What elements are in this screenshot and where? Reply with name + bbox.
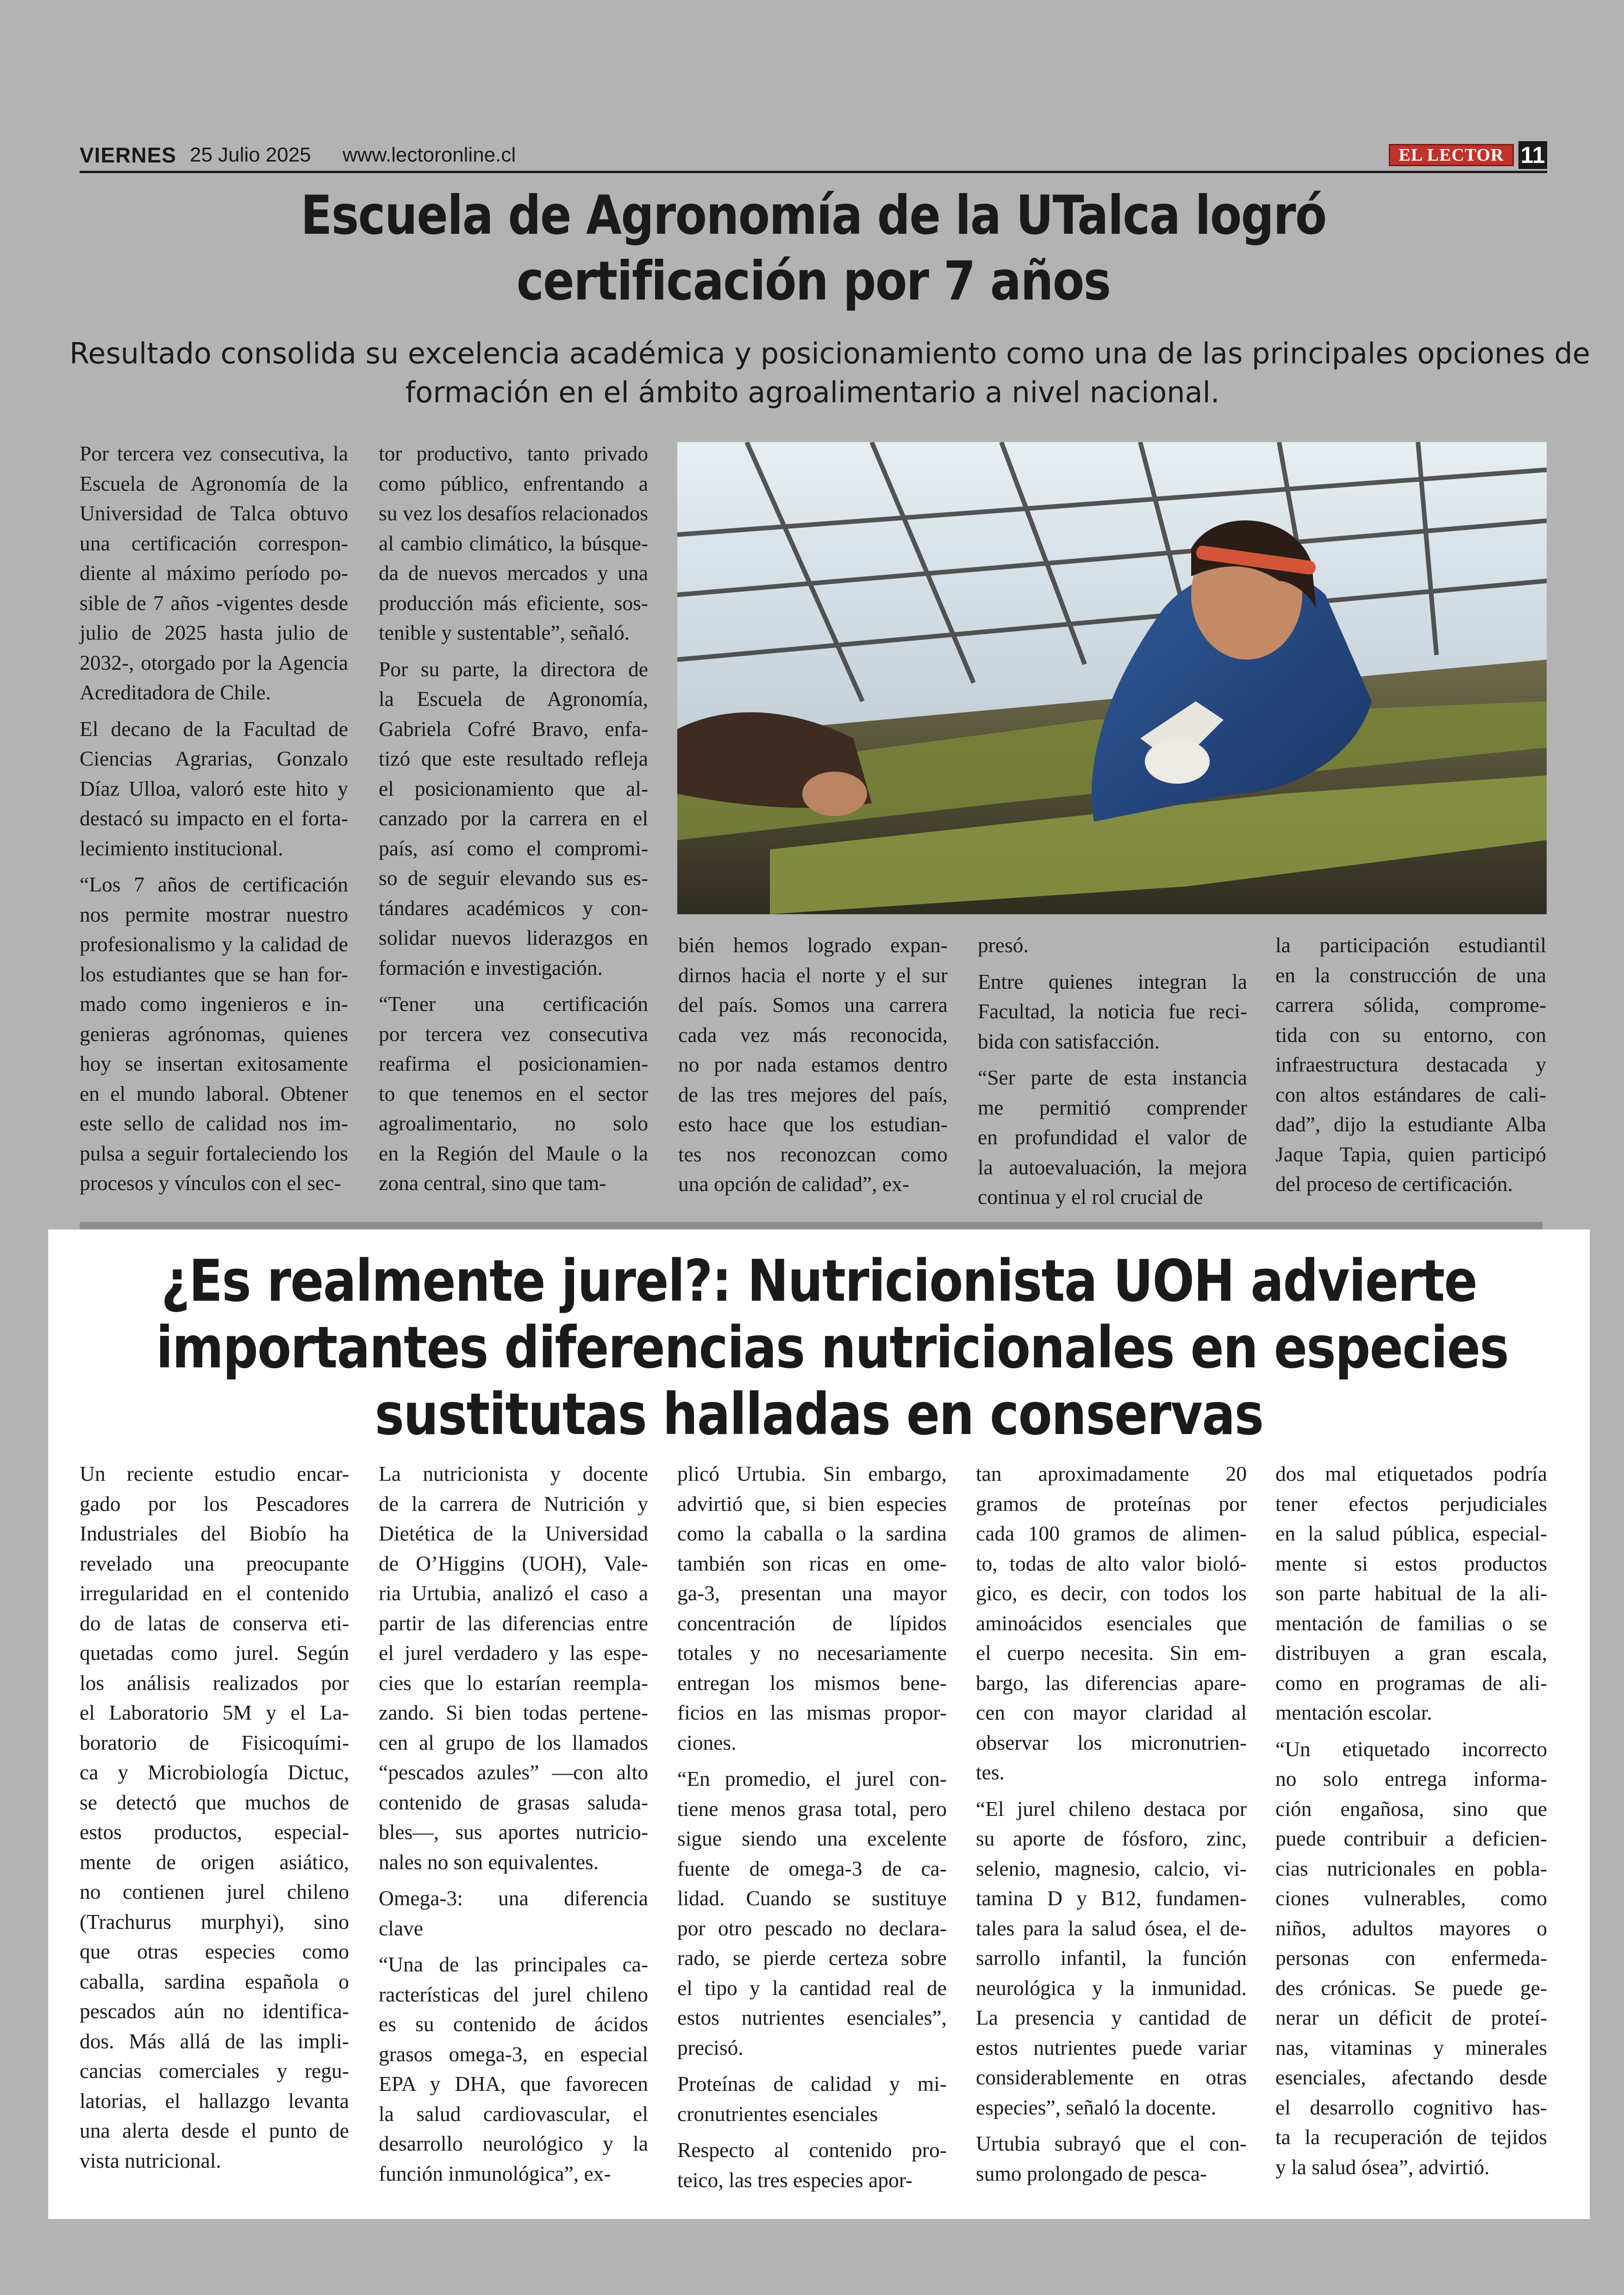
text-line: quetadas como jurel. Según: [80, 1641, 349, 1665]
paragraph: [976, 1459, 1247, 1788]
text-line: en la construcción de una: [1275, 963, 1546, 987]
text-line: ga-3, presentan una mayor: [677, 1581, 947, 1605]
text-line: pulsa a seguir fortaleciendo los: [80, 1141, 348, 1165]
text-line: también son ricas en ome-: [677, 1551, 947, 1575]
article1-title: [182, 183, 1444, 314]
text-line: esenciales, afectando desde: [1275, 2065, 1547, 2089]
text-line: dos. Más allá de las impli-: [80, 2029, 349, 2053]
text-line: nas, vitaminas y minerales: [1275, 2035, 1547, 2059]
paragraph: [80, 1459, 349, 2176]
text-line: cies que lo estarían reempla-: [379, 1671, 648, 1695]
text-line: sigue siendo una excelente: [677, 1827, 947, 1850]
text-line: tes.: [976, 1760, 1005, 1784]
text-line: que otras especies como: [80, 1940, 349, 1963]
text-line: Facultad, la noticia fue reci-: [978, 999, 1247, 1023]
text-line: revelado una preocupante: [80, 1551, 349, 1575]
text-line: una certificación correspon-: [80, 531, 348, 555]
text-line: rado, se pierde certeza sobre: [677, 1946, 947, 1970]
text-line: Urtubia subrayó que el con-: [976, 2132, 1247, 2155]
text-line: lecimiento institucional.: [80, 836, 283, 860]
article2-title: [156, 1248, 1508, 1448]
paragraph: [80, 714, 348, 864]
text-line: en el mundo laboral. Obtener: [80, 1081, 348, 1105]
text-line: Omega-3: una diferencia: [379, 1886, 648, 1910]
paragraph: [379, 1950, 648, 2189]
text-line: cancias comerciales y regu-: [80, 2059, 349, 2083]
text-line: do de latas de conserva eti-: [80, 1611, 349, 1635]
text-line: de las tres mejores del país,: [678, 1082, 948, 1106]
text-line: irregularidad en el contenido: [80, 1581, 349, 1605]
header-rule: [80, 171, 1547, 173]
text-line: zando. Si bien todas pertene-: [379, 1701, 648, 1724]
text-line: tan aproximadamente 20: [976, 1462, 1247, 1485]
text-line: los análisis realizados por: [80, 1671, 349, 1695]
text-line: por otro pescado no declara-: [677, 1916, 947, 1940]
text-line: esto hace que los estudian-: [678, 1112, 948, 1136]
text-line: de la carrera de Nutrición y: [379, 1491, 648, 1515]
text-line: Por su parte, la directora de: [379, 657, 648, 681]
text-line: nos permite mostrar nuestro: [80, 902, 348, 926]
text-line: lidad. Cuando se sustituye: [677, 1886, 947, 1910]
text-line: el desarrollo cognitivo has-: [1275, 2095, 1547, 2119]
header-website[interactable]: www.lectoronline.cl: [343, 143, 516, 166]
paragraph: [678, 930, 948, 1199]
text-line: mente de origen asiático,: [80, 1850, 349, 1874]
text-line: observar los micronutrien-: [976, 1730, 1247, 1754]
text-line: tizó que este resultado refleja: [379, 747, 648, 770]
text-line: Díaz Ulloa, valoró este hito y: [80, 776, 348, 800]
text-line: desarrollo neurológico y la: [379, 2132, 648, 2155]
text-line: cronutrientes esenciales: [677, 2102, 878, 2126]
text-line: me permitió comprender: [978, 1095, 1247, 1119]
article1-subtitle: [69, 334, 1590, 412]
text-line: reafirma el posicionamien-: [379, 1052, 648, 1075]
paragraph: [379, 1883, 648, 1943]
text-line: “Ser parte de esta instancia: [978, 1066, 1247, 1089]
text-line: Un reciente estudio encar-: [80, 1462, 349, 1485]
text-line: tenible y sustentable”, señaló.: [379, 621, 630, 644]
paragraph: [1275, 930, 1546, 1199]
text-line: “Los 7 años de certificación: [80, 873, 348, 896]
text-line: este sello de calidad nos im-: [80, 1111, 348, 1135]
text-line: ca y Microbiología Dictuc,: [80, 1760, 349, 1784]
text-line: Acreditadora de Chile.: [80, 680, 271, 704]
text-line: tales para la salud ósea, el de-: [976, 1916, 1247, 1940]
text-line: en profundidad el valor de: [978, 1125, 1247, 1149]
text-line: país, así como el compromi-: [379, 836, 648, 860]
text-line: fuente de omega-3 de ca-: [677, 1856, 947, 1880]
paragraph: [379, 655, 648, 983]
text-line: por tercera vez consecutiva: [379, 1022, 648, 1046]
text-line: zona central, sino que tam-: [379, 1171, 606, 1195]
article1-column-1: [80, 439, 348, 1205]
text-line: cen al grupo de los llamados: [379, 1730, 648, 1754]
text-line: mentación de familias o se: [1275, 1611, 1547, 1635]
text-line: “Tener una certificación: [379, 992, 648, 1016]
text-line: mente si estos productos: [1275, 1551, 1547, 1575]
text-line: pescados aún no identifica-: [80, 1999, 349, 2023]
text-line: Por tercera vez consecutiva, la: [80, 442, 348, 465]
paragraph: [976, 2129, 1247, 2189]
text-line: teico, las tres especies apor-: [677, 2168, 913, 2192]
text-line: como en programas de ali-: [1275, 1671, 1547, 1695]
text-line: el posicionamiento que al-: [379, 776, 648, 800]
text-line: no solo entrega informa-: [1275, 1767, 1547, 1790]
text-line: no por nada estamos dentro: [678, 1053, 948, 1076]
text-line: presó.: [978, 933, 1029, 957]
paragraph: [677, 2069, 947, 2129]
paragraph: [1275, 1734, 1547, 2183]
text-line: gramos de proteínas por: [976, 1491, 1247, 1515]
text-line: ficios en las mismas propor-: [677, 1701, 947, 1724]
text-line: to que tenemos en el sector: [379, 1081, 648, 1105]
text-line: nales no son equivalentes.: [379, 1850, 599, 1874]
text-line: clave: [379, 1916, 423, 1940]
text-line: los estudiantes que se han for-: [80, 962, 348, 986]
text-line: ción engañosa, sino que: [1275, 1796, 1547, 1821]
text-line: personas con enfermeda-: [1275, 1946, 1547, 1970]
text-line: “Un etiquetado incorrecto: [1275, 1737, 1547, 1761]
newspaper-logo: EL LECTOR: [1389, 144, 1514, 166]
text-line: es su contenido de ácidos: [379, 2012, 648, 2036]
text-line: “pescados azules” —con alto: [379, 1760, 648, 1784]
text-line: EPA y DHA, que favorecen: [379, 2072, 648, 2095]
article1-column-3: [678, 930, 948, 1206]
text-line: (Trachurus murphyi), sino: [80, 1909, 349, 1933]
text-line: La presencia y cantidad de: [976, 2006, 1247, 2029]
text-line: Gabriela Cofré Bravo, enfa-: [379, 717, 648, 741]
text-line: precisó.: [677, 2035, 743, 2059]
article2-column-1: [80, 1459, 349, 2182]
text-line: canzado por la carrera en el: [379, 806, 648, 830]
text-line: tándares académicos y con-: [379, 896, 648, 920]
paragraph: [677, 2135, 947, 2195]
paragraph: [976, 1794, 1247, 2123]
text-line: ria Urtubia, analizó el caso a: [379, 1581, 648, 1605]
text-line: la salud cardiovascular, el: [379, 2102, 648, 2126]
text-line: especies”, señaló la docente.: [976, 2095, 1217, 2119]
text-line: diente al máximo período po-: [80, 561, 348, 585]
paragraph: [80, 439, 348, 708]
text-line: Industriales del Biobío ha: [80, 1522, 349, 1545]
text-line: to, todas de alto valor bioló-: [976, 1551, 1247, 1575]
text-line: genieras agrónomas, quienes: [80, 1022, 348, 1046]
text-line: 2032-, otorgado por la Agencia: [80, 650, 348, 674]
text-line: agroalimentario, no solo: [379, 1111, 648, 1135]
article2-title-line: ¿Es realmente jurel?: Nutricionista UOH advierte: [161, 1248, 1477, 1315]
text-line: continua y el rol crucial de: [978, 1185, 1203, 1209]
text-line: neurológica y la inmunidad.: [976, 1976, 1247, 2000]
text-line: producción más eficiente, sos-: [379, 591, 648, 615]
text-line: concentración de lípidos: [677, 1611, 947, 1635]
paragraph: [379, 1459, 648, 1877]
paragraph: [978, 967, 1247, 1057]
text-line: tida con su entorno, con: [1275, 1023, 1546, 1047]
text-line: da de nuevos mercados y una: [379, 561, 648, 585]
text-line: boratorio de Fisicoquími-: [80, 1730, 349, 1754]
text-line: estos nutrientes puede variar: [976, 2035, 1247, 2059]
article1-title-line: certificación por 7 años: [516, 250, 1111, 312]
text-line: la autoevaluación, la mejora: [978, 1155, 1247, 1179]
text-line: bién hemos logrado expan-: [678, 933, 948, 957]
text-line: ciones vulnerables, como: [1275, 1886, 1547, 1910]
text-line: totales y no necesariamente: [677, 1641, 947, 1665]
text-line: del país. Somos una carrera: [678, 993, 948, 1017]
text-line: niños, adultos mayores o: [1275, 1916, 1547, 1940]
article2-title-line: importantes diferencias nutricionales en especies: [156, 1315, 1508, 1381]
text-line: gico, es decir, con todos los: [976, 1581, 1247, 1605]
text-line: con altos estándares de cali-: [1275, 1082, 1546, 1106]
text-line: como la caballa o la sardina: [677, 1522, 947, 1545]
article1-photo: [677, 442, 1547, 914]
text-line: se detectó que muchos de: [80, 1790, 349, 1814]
paragraph: [80, 870, 348, 1198]
text-line: sumo prolongado de pesca-: [976, 2161, 1207, 2185]
text-line: mentación escolar.: [1275, 1701, 1432, 1724]
text-line: sible de 7 años -vigentes desde: [80, 591, 348, 615]
text-line: la Escuela de Agronomía,: [379, 687, 648, 711]
text-line: como público, enfrentando a: [379, 471, 648, 495]
text-line: una alerta desde el punto de: [80, 2119, 349, 2142]
header-day: VIERNES: [80, 143, 176, 167]
article2-column-4: [976, 1459, 1247, 2195]
text-line: bida con satisfacción.: [978, 1029, 1160, 1053]
paragraph: [677, 1764, 947, 2063]
text-line: plicó Urtubia. Sin embargo,: [677, 1462, 947, 1485]
article2-column-5: [1275, 1459, 1547, 2189]
text-line: carrera sólida, comprome-: [1275, 993, 1546, 1017]
text-line: contenido de grasas saluda-: [379, 1790, 648, 1814]
article1-column-4: [978, 930, 1247, 1219]
text-line: infraestructura destacada y: [1275, 1053, 1546, 1076]
text-line: Universidad de Talca obtuvo: [80, 501, 348, 525]
text-line: Dietética de la Universidad: [379, 1522, 648, 1545]
text-line: del proceso de certificación.: [1275, 1172, 1513, 1196]
text-line: cen con mayor claridad al: [976, 1701, 1247, 1724]
text-line: partir de las diferencias entre: [379, 1611, 648, 1635]
text-line: distribuyen a gran escala,: [1275, 1641, 1547, 1665]
text-line: caballa, sardina española o: [80, 1969, 349, 1993]
text-line: tes nos reconozcan como: [678, 1142, 948, 1166]
text-line: Entre quienes integran la: [978, 969, 1247, 993]
text-line: ciones.: [677, 1730, 737, 1754]
text-line: hoy se insertan exitosamente: [80, 1052, 348, 1075]
text-line: “En promedio, el jurel con-: [677, 1767, 947, 1790]
header-date: 25 Julio 2025: [190, 143, 311, 166]
text-line: entregan los mismos bene-: [677, 1671, 947, 1695]
section-divider: [80, 1222, 1543, 1229]
text-line: ta la recuperación de tejidos: [1275, 2125, 1547, 2149]
text-line: nerar un déficit de proteí-: [1275, 2006, 1547, 2029]
text-line: una opción de calidad”, ex-: [678, 1172, 910, 1196]
paragraph: [379, 989, 648, 1198]
text-line: latorias, el hallazgo levanta: [80, 2089, 349, 2113]
text-line: mado como ingenieros e in-: [80, 992, 348, 1016]
text-line: su aporte de fósforo, zinc,: [976, 1827, 1247, 1850]
text-line: Jaque Tapia, quien participó: [1275, 1142, 1546, 1166]
text-line: son parte habitual de la ali-: [1275, 1581, 1547, 1605]
page-header: [80, 141, 1547, 169]
text-line: racterísticas del jurel chileno: [379, 1982, 648, 2006]
text-line: grasos omega-3, en especial: [379, 2042, 648, 2066]
text-line: “El jurel chileno destaca por: [976, 1796, 1247, 1821]
text-line: Ciencias Agrarias, Gonzalo: [80, 747, 348, 770]
text-line: “Una de las principales ca-: [379, 1952, 648, 1976]
text-line: de O’Higgins (UOH), Vale-: [379, 1551, 648, 1575]
text-line: tiene menos grasa total, pero: [677, 1796, 947, 1821]
text-line: estos productos, especial-: [80, 1820, 349, 1844]
text-line: so de seguir elevando sus es-: [379, 866, 648, 890]
text-line: el tipo y la cantidad real de: [677, 1976, 947, 2000]
paragraph: [978, 930, 1247, 960]
text-line: La nutricionista y docente: [379, 1462, 648, 1485]
text-line: tamina D y B12, fundamen-: [976, 1886, 1247, 1910]
text-line: la participación estudiantil: [1275, 933, 1546, 957]
article1-title-line: Escuela de Agronomía de la UTalca logró: [300, 184, 1326, 247]
text-line: solidar nuevos liderazgos en: [379, 926, 648, 949]
text-line: Escuela de Agronomía de la: [80, 471, 348, 495]
text-line: estos nutrientes esenciales”,: [677, 2006, 947, 2029]
paragraph: [1275, 1459, 1547, 1728]
text-line: sarrollo infantil, la función: [976, 1946, 1247, 1970]
text-line: dos mal etiquetados podría: [1275, 1462, 1547, 1485]
text-line: el jurel verdadero y las espe-: [379, 1641, 648, 1665]
text-line: El decano de la Facultad de: [80, 717, 348, 741]
text-line: dirnos hacia el norte y el sur: [678, 963, 948, 987]
paragraph: [978, 1063, 1247, 1212]
text-line: formación e investigación.: [379, 955, 603, 979]
article2-title-line: sustitutas halladas en conservas: [375, 1381, 1263, 1448]
article2-column-2: [379, 1459, 648, 2195]
article1-column-5: [1275, 930, 1546, 1206]
text-line: y la salud ósea”, advirtió.: [1275, 2155, 1490, 2179]
text-line: cada 100 gramos de alimen-: [976, 1522, 1247, 1545]
text-line: procesos y vínculos con el sec-: [80, 1171, 341, 1195]
text-line: función inmunológica”, ex-: [379, 2161, 611, 2185]
text-line: profesionalismo y la calidad de: [80, 932, 348, 956]
text-line: selenio, magnesio, calcio, vi-: [976, 1856, 1247, 1880]
text-line: julio de 2025 hasta julio de: [80, 621, 348, 644]
text-line: considerablemente en otras: [976, 2065, 1247, 2089]
text-line: bargo, las diferencias apare-: [976, 1671, 1247, 1695]
article1-column-2: [379, 439, 648, 1205]
text-line: en la salud pública, especial-: [1275, 1522, 1547, 1545]
text-line: destacó su impacto en el forta-: [80, 806, 348, 830]
text-line: al cambio climático, la búsque-: [379, 531, 648, 555]
text-line: aminoácidos esenciales que: [976, 1611, 1247, 1635]
text-line: vista nutricional.: [80, 2148, 221, 2172]
text-line: su vez los desafíos relacionados: [379, 501, 648, 525]
text-line: cada vez más reconocida,: [678, 1023, 948, 1047]
text-line: des crónicas. Se puede ge-: [1275, 1976, 1547, 2000]
text-line: cias nutricionales en pobla-: [1275, 1856, 1547, 1880]
text-line: Respecto al contenido pro-: [677, 2138, 947, 2162]
article1-subtitle-line: Resultado consolida su excelencia académica y posicionamiento como una de las principales opciones de: [69, 337, 1590, 370]
text-line: puede contribuir a deficien-: [1275, 1827, 1547, 1850]
text-line: advirtió que, si bien especies: [677, 1491, 947, 1515]
text-line: Proteínas de calidad y mi-: [677, 2072, 947, 2095]
article2-column-3: [677, 1459, 947, 2201]
text-line: en la Región del Maule o la: [379, 1141, 648, 1165]
text-line: tor productivo, tanto privado: [379, 442, 648, 465]
text-line: dad”, dijo la estudiante Alba: [1275, 1112, 1546, 1136]
text-line: bles—, sus aportes nutricio-: [379, 1820, 648, 1844]
page-number: 11: [1518, 141, 1547, 169]
article1-subtitle-line: formación en el ámbito agroalimentario a nivel nacional.: [405, 375, 1220, 409]
text-line: tener efectos perjudiciales: [1275, 1491, 1547, 1515]
text-line: el Laboratorio 5M y el La-: [80, 1701, 349, 1724]
paragraph: [379, 439, 648, 648]
text-line: no contienen jurel chileno: [80, 1880, 349, 1903]
text-line: gado por los Pescadores: [80, 1491, 349, 1515]
paragraph: [677, 1459, 947, 1758]
text-line: el cuerpo necesita. Sin em-: [976, 1641, 1247, 1665]
